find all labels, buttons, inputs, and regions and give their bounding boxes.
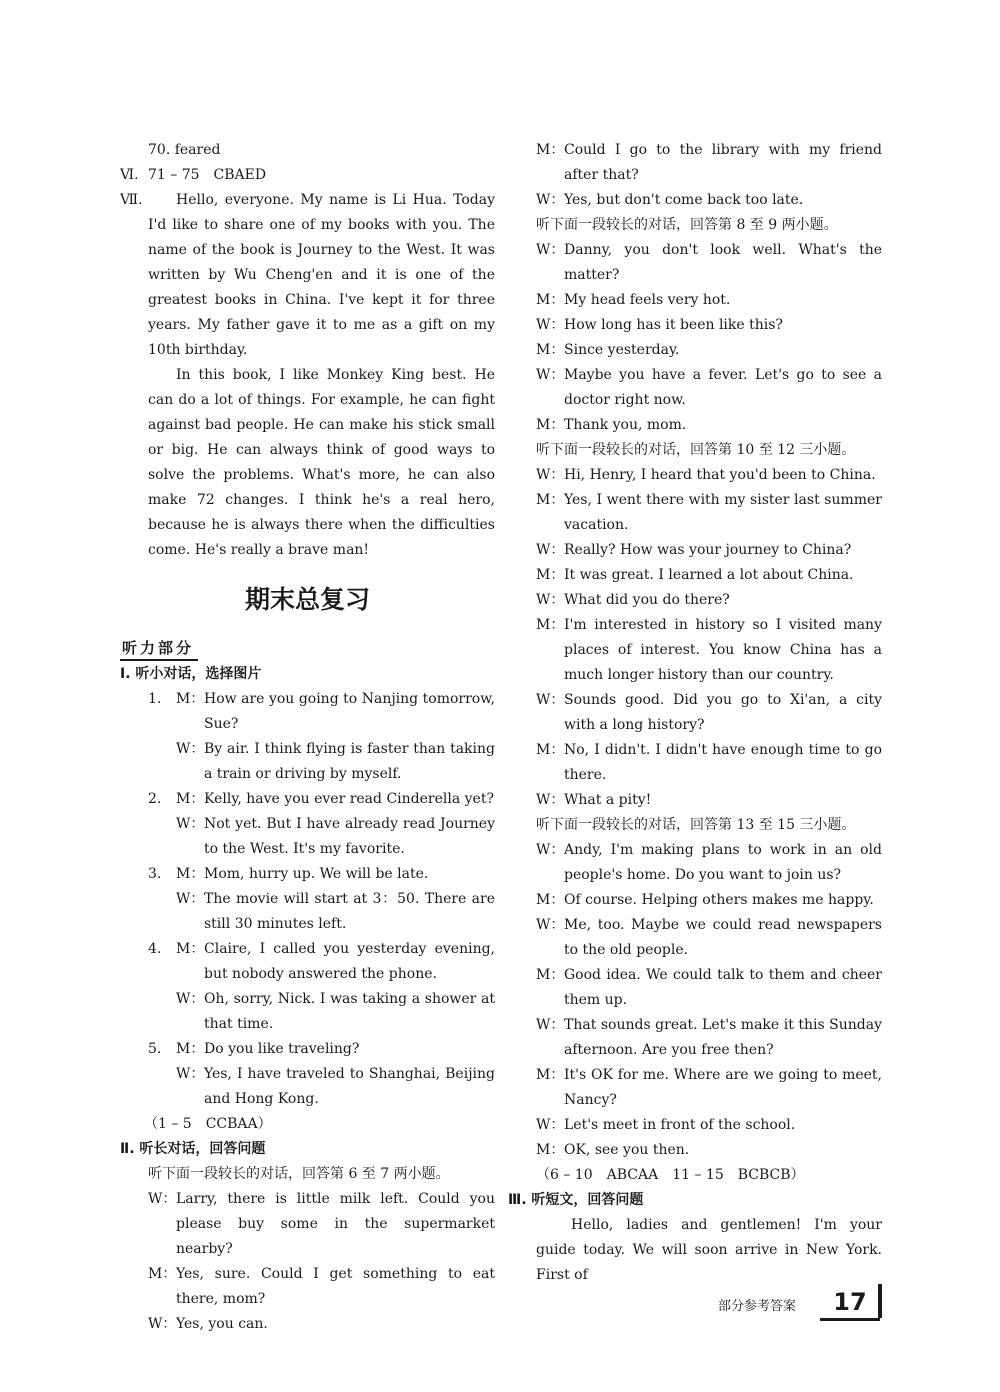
dialogue-text: Mom, hurry up. We will be late. [204, 866, 429, 882]
dialogue-line [148, 1062, 495, 1112]
section-3-heading: Ⅲ. 听短文，回答问题 [508, 1192, 644, 1208]
dialogue-text: Danny, you don't look well. What's the matter? [564, 242, 882, 283]
dialogue-text: Let's meet in front of the school. [564, 1117, 796, 1133]
dialogue-line [148, 812, 495, 862]
dialogue-text: By air. I think flying is faster than taking a train or driving by myself. [204, 741, 495, 782]
section-vi-text: 71 – 75 CBAED [148, 167, 267, 183]
speaker-label: M： [536, 292, 565, 308]
intro-13-15: 听下面一段较长的对话，回答第 13 至 15 三小题。 [536, 817, 856, 833]
dialogue-text: Oh, sorry, Nick. I was taking a shower at that time. [204, 991, 495, 1032]
dialogue-text: Kelly, have you ever read Cinderella yet? [204, 791, 494, 807]
speaker-label: W： [176, 741, 205, 757]
dialogue-text: OK, see you then. [564, 1142, 690, 1158]
dialogue-text: The movie will start at 3：50. There are still 30 minutes left. [204, 891, 495, 932]
dialogue-text: It's OK for me. Where are we going to meet, Nancy? [564, 1067, 882, 1108]
dialogue-text: Really? How was your journey to China? [564, 542, 852, 558]
speaker-label: W： [536, 542, 565, 558]
question-number: 2. [148, 791, 162, 807]
question-number: 4. [148, 941, 162, 957]
essay-paragraph-1: Hello, everyone. My name is Li Hua. Today I'd like to share one of my books with you. The name of the book is Journey to the West. It was written by Wu Cheng'en and it is one of the greatest books in China. I've kept it for three years. My father gave it to me as a gift on my 10th birthday. [148, 192, 495, 358]
dialogue-line [148, 862, 495, 887]
speaker-label: W： [536, 192, 565, 208]
speaker-label: M： [536, 142, 565, 158]
speaker-label: M： [536, 1142, 565, 1158]
speaker-label: M： [536, 417, 565, 433]
section-vi-label: Ⅵ. [120, 167, 139, 183]
dialogue-text: Do you like traveling? [204, 1041, 360, 1057]
dialogue-line [148, 1187, 495, 1262]
dialogue-line [148, 737, 495, 787]
dialogue-text: Could I go to the library with my friend after that? [564, 142, 882, 183]
speaker-label: W： [536, 842, 565, 858]
dialogue-text: Me, too. Maybe we could read newspapers to the old people. [564, 917, 882, 958]
speaker-label: W： [176, 891, 205, 907]
intro-6-7: 听下面一段较长的对话，回答第 6 至 7 两小题。 [148, 1166, 450, 1182]
speaker-label: W： [148, 1316, 177, 1332]
question-number [148, 987, 176, 1037]
speaker-label: M： [148, 1266, 177, 1282]
dialogue-line [148, 787, 495, 812]
dialogue-line [536, 888, 882, 913]
dialogue-line [148, 987, 495, 1037]
speaker-label: W： [536, 917, 565, 933]
dialogue-text: Yes, I have traveled to Shanghai, Beijing and Hong Kong. [204, 1066, 495, 1107]
speaker-label: W： [176, 1066, 205, 1082]
dialogue-text: Larry, there is little milk left. Could you please buy some in the supermarket nearby? [176, 1191, 495, 1257]
right-column [508, 138, 882, 1288]
dialogue-line [536, 313, 882, 338]
dialogue-line [536, 838, 882, 888]
question-number [148, 1062, 176, 1112]
left-column [120, 138, 495, 1337]
dialogue-line [536, 188, 882, 213]
dialogue-text: It was great. I learned a lot about China. [564, 567, 854, 583]
passage-paragraph: Hello, ladies and gentlemen! I'm your guide today. We will soon arrive in New York. First of [536, 1217, 882, 1283]
dialogue-text: I'm interested in history so I visited many places of interest. You know China has a much longer history than our country. [564, 617, 882, 683]
dialogue-text: Thank you, mom. [564, 417, 687, 433]
dialogue-line [536, 588, 882, 613]
speaker-label: W： [536, 1017, 565, 1033]
dialogue-line [536, 1138, 882, 1163]
dialogue-line [148, 937, 495, 987]
dialogue-line [148, 1262, 495, 1312]
speaker-label: M： [176, 791, 205, 807]
dialogue-line [536, 738, 882, 788]
dialogue-line [536, 138, 882, 188]
speaker-label: W： [536, 692, 565, 708]
dialogue-line [536, 413, 882, 438]
dialogue-line [536, 238, 882, 288]
question-number [148, 887, 176, 937]
dialogue-6-7 [120, 1187, 495, 1337]
essay-paragraph-2: In this book, I like Monkey King best. He can do a lot of things. For example, he can fight against bad people. He can make his stick small or big. He can always think of good ways to solve the problems. What's more, he can also make 72 changes. I think he's a real hero, because he is always there when the difficulties come. He's really a brave man! [148, 367, 495, 558]
dialogue-line [536, 913, 882, 963]
speaker-label: M： [536, 967, 565, 983]
dialogue-text: Yes, but don't come back too late. [564, 192, 804, 208]
dialogue-text: Good idea. We could talk to them and cheer them up. [564, 967, 882, 1008]
answer-70: 70. feared [148, 142, 221, 158]
dialogue-line [536, 788, 882, 813]
dialogue-line [148, 887, 495, 937]
question-number [148, 737, 176, 787]
speaker-label: M： [536, 1067, 565, 1083]
dialogue-line [536, 1013, 882, 1063]
speaker-label: M： [536, 892, 565, 908]
speaker-label: W： [176, 816, 205, 832]
dialogue-line [536, 1063, 882, 1113]
speaker-label: M： [176, 1041, 205, 1057]
dialogue-8-9 [536, 238, 882, 438]
dialogue-line [536, 338, 882, 363]
speaker-label: M： [536, 567, 565, 583]
dialogue-line [536, 563, 882, 588]
speaker-label: M： [176, 866, 205, 882]
dialogue-text: Yes, you can. [176, 1316, 268, 1332]
question-number: 3. [148, 866, 162, 882]
listening-heading-wrap [120, 635, 495, 662]
speaker-label: M： [536, 617, 565, 633]
dialogue-6-7-continued [536, 138, 882, 213]
dialogue-text: Not yet. But I have already read Journey to the West. It's my favorite. [204, 816, 495, 857]
dialogue-10-12 [536, 463, 882, 813]
intro-10-12: 听下面一段较长的对话，回答第 10 至 12 三小题。 [536, 442, 856, 458]
dialogue-text: Andy, I'm making plans to work in an old people's home. Do you want to join us? [564, 842, 882, 883]
dialogue-line [536, 363, 882, 413]
dialogue-line [536, 488, 882, 538]
dialogue-text: Sounds good. Did you go to Xi'an, a city with a long history? [564, 692, 882, 733]
section-2-heading: Ⅱ. 听长对话，回答问题 [120, 1141, 266, 1157]
dialogue-text: What a pity! [564, 792, 652, 808]
dialogue-text: That sounds great. Let's make it this Sunday afternoon. Are you free then? [564, 1017, 882, 1058]
page-footer [718, 1286, 918, 1326]
footer-label: 部分参考答案 [718, 1299, 797, 1314]
dialogue-13-15 [536, 838, 882, 1163]
section-vii-body [148, 188, 495, 563]
dialogue-text: Yes, sure. Could I get something to eat there, mom? [176, 1266, 495, 1307]
dialogue-text: Since yesterday. [564, 342, 680, 358]
dialogue-line [536, 613, 882, 688]
page-number: 17 [820, 1286, 880, 1321]
dialogue-line [148, 1312, 495, 1337]
speaker-label: M： [536, 342, 565, 358]
speaker-label: M： [176, 941, 205, 957]
dialogue-text: Yes, I went there with my sister last summer vacation. [564, 492, 882, 533]
speaker-label: W： [536, 317, 565, 333]
dialogue-line [536, 1113, 882, 1138]
speaker-label: W： [176, 991, 205, 1007]
dialogue-line [536, 288, 882, 313]
section-1-heading: Ⅰ. 听小对话，选择图片 [120, 666, 262, 682]
section-vii-label: Ⅶ. [120, 192, 143, 208]
section-vi [120, 163, 495, 188]
dialogue-text: My head feels very hot. [564, 292, 731, 308]
dialogue-text: Claire, I called you yesterday evening, but nobody answered the phone. [204, 941, 495, 982]
speaker-label: M： [536, 492, 565, 508]
speaker-label: W： [536, 242, 565, 258]
dialogue-text: Hi, Henry, I heard that you'd been to China. [564, 467, 876, 483]
dialogue-line [148, 1037, 495, 1062]
answers-6-15: （6 – 10 ABCAA 11 – 15 BCBCB） [536, 1167, 805, 1183]
dialogue-text: How long has it been like this? [564, 317, 783, 333]
speaker-label: W： [536, 367, 565, 383]
intro-8-9: 听下面一段较长的对话，回答第 8 至 9 两小题。 [536, 217, 838, 233]
dialogue-text: How are you going to Nanjing tomorrow, Sue? [204, 691, 495, 732]
question-number [148, 812, 176, 862]
speaker-label: W： [536, 792, 565, 808]
dialogue-text: No, I didn't. I didn't have enough time to go there. [564, 742, 882, 783]
question-number: 5. [148, 1041, 162, 1057]
speaker-label: W： [536, 592, 565, 608]
short-dialogues [120, 687, 495, 1112]
dialogue-line [536, 688, 882, 738]
speaker-label: W： [536, 1117, 565, 1133]
question-number: 1. [148, 691, 162, 707]
answers-1-5: （1 – 5 CCBAA） [144, 1116, 272, 1132]
page-title: 期末总复习 [244, 585, 370, 614]
speaker-label: M： [536, 742, 565, 758]
dialogue-line [536, 538, 882, 563]
page-number-bar [878, 1284, 882, 1318]
speaker-label: W： [536, 467, 565, 483]
section-vii [120, 188, 495, 563]
dialogue-line [536, 463, 882, 488]
dialogue-text: Maybe you have a fever. Let's go to see a doctor right now. [564, 367, 882, 408]
speaker-label: W： [148, 1191, 177, 1207]
dialogue-line [536, 963, 882, 1013]
listening-heading: 听力部分 [120, 637, 198, 661]
speaker-label: M： [176, 691, 205, 707]
dialogue-text: Of course. Helping others makes me happy. [564, 892, 874, 908]
dialogue-text: What did you do there? [564, 592, 730, 608]
dialogue-line [148, 687, 495, 737]
